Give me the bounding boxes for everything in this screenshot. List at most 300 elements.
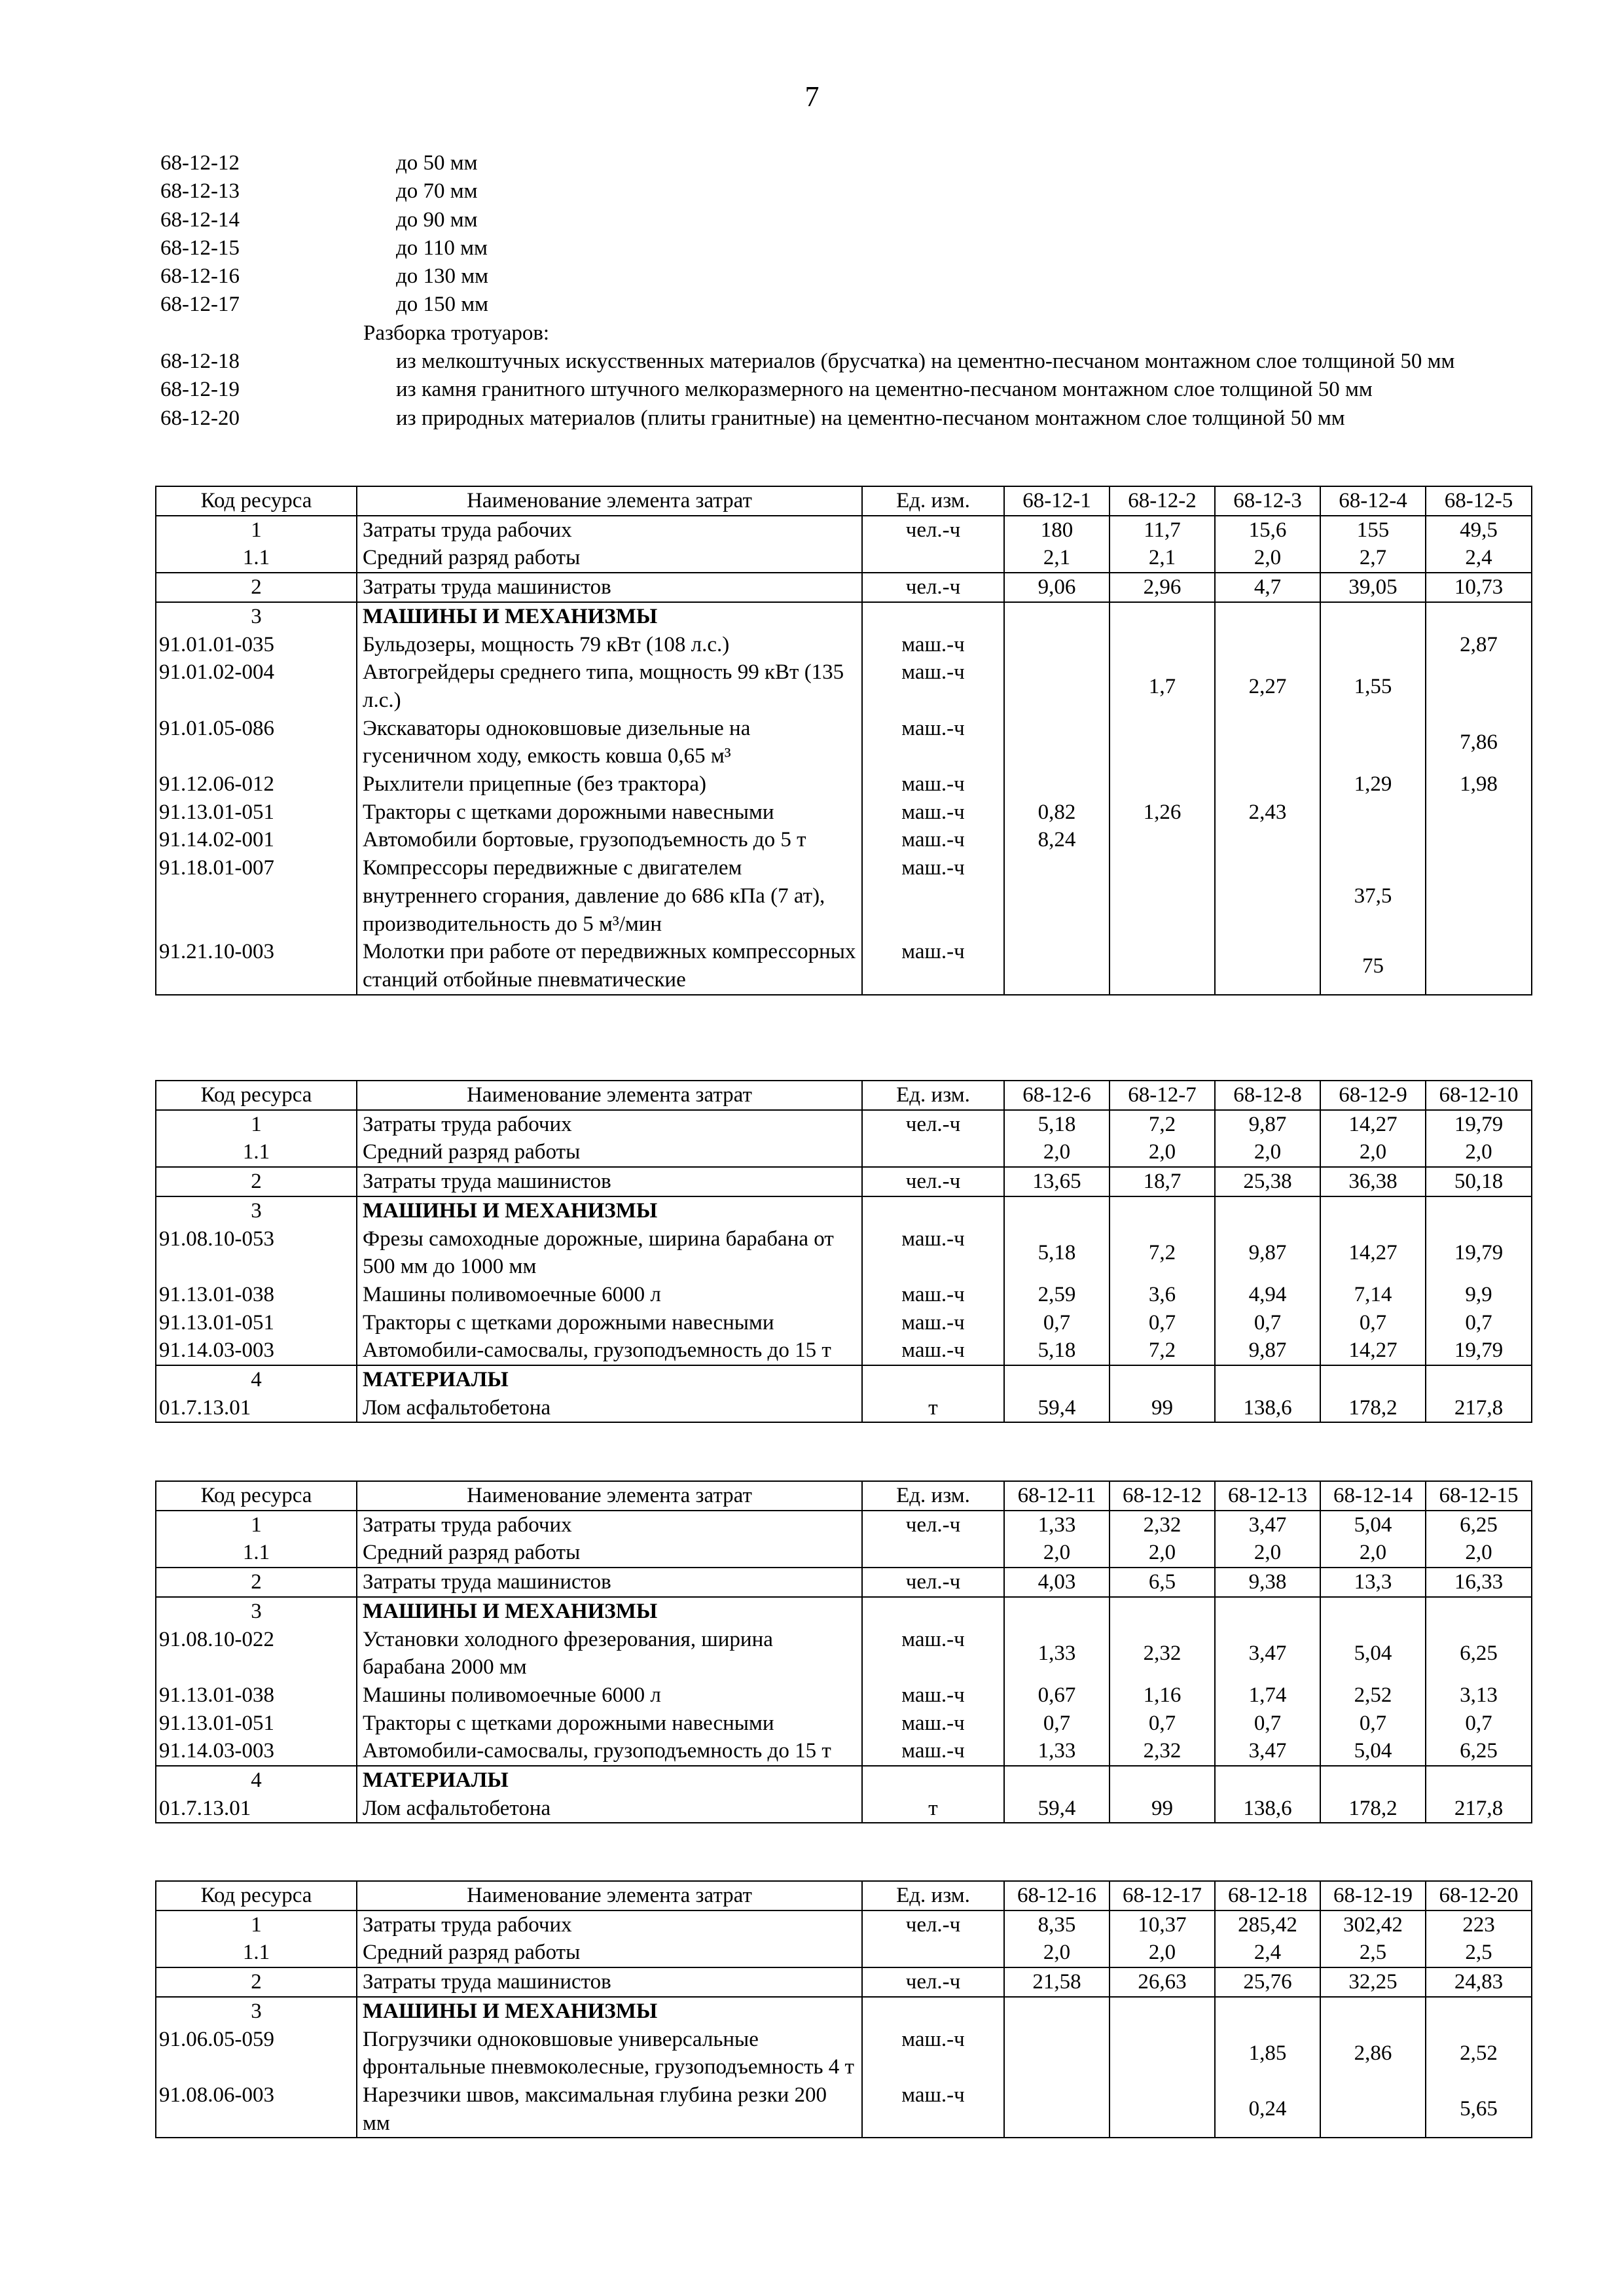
table-row [156, 1997, 1532, 2026]
value-cell [1320, 826, 1426, 854]
unit-cell [862, 1196, 1004, 1225]
cost-element-name: Средний разряд работы [357, 1539, 862, 1568]
resource-code: 91.13.01-038 [156, 1281, 357, 1309]
value-cell: 1,33 [1004, 1626, 1110, 1681]
value-cell: 0,7 [1215, 1309, 1320, 1337]
value-cell: 10,37 [1110, 1910, 1215, 1939]
header-name: Наименование элемента затрат [357, 1881, 862, 1910]
value-cell: 2,0 [1004, 1539, 1110, 1568]
intro-text: до 90 мм [396, 207, 478, 232]
unit-cell [862, 1766, 1004, 1795]
value-cell: 1,98 [1426, 770, 1532, 798]
value-cell: 2,0 [1320, 1539, 1426, 1568]
unit-cell: чел.-ч [862, 1110, 1004, 1139]
value-cell: 2,0 [1215, 1138, 1320, 1167]
value-cell: 21,58 [1004, 1967, 1110, 1997]
resource-code: 3 [156, 1196, 357, 1225]
value-cell [1004, 854, 1110, 938]
value-cell [1320, 2081, 1426, 2138]
unit-cell: чел.-ч [862, 1167, 1004, 1196]
resource-code: 91.01.01-035 [156, 631, 357, 659]
cost-element-name: Автомобили бортовые, грузоподъемность до 5 т [357, 826, 862, 854]
value-cell: 49,5 [1426, 516, 1532, 545]
table-header-row [156, 1081, 1532, 1110]
value-cell: 178,2 [1320, 1795, 1426, 1823]
value-cell: 32,25 [1320, 1967, 1426, 1997]
value-cell [1320, 1597, 1426, 1626]
value-cell: 2,1 [1110, 544, 1215, 573]
header-code: Код ресурса [156, 486, 357, 516]
header-column: 68-12-5 [1426, 486, 1532, 516]
value-cell [1426, 1597, 1532, 1626]
resource-code: 91.12.06-012 [156, 770, 357, 798]
resource-code: 91.08.10-022 [156, 1626, 357, 1681]
value-cell: 2,1 [1004, 544, 1110, 573]
table-row [156, 1138, 1532, 1167]
intro-code: 68-12-13 [160, 179, 240, 204]
resource-code: 1 [156, 516, 357, 545]
header-column: 68-12-17 [1110, 1881, 1215, 1910]
resource-code: 91.13.01-051 [156, 1309, 357, 1337]
value-cell: 7,86 [1426, 715, 1532, 770]
value-cell: 2,4 [1426, 544, 1532, 573]
value-cell: 302,42 [1320, 1910, 1426, 1939]
value-cell: 6,25 [1426, 1511, 1532, 1539]
value-cell: 25,38 [1215, 1167, 1320, 1196]
value-cell: 285,42 [1215, 1910, 1320, 1939]
value-cell: 5,18 [1004, 1225, 1110, 1281]
value-cell: 2,52 [1426, 2026, 1532, 2081]
table-row [156, 1737, 1532, 1766]
table-row [156, 631, 1532, 659]
table-row [156, 798, 1532, 827]
cost-element-name: Рыхлители прицепные (без трактора) [357, 770, 862, 798]
cost-element-name: Средний разряд работы [357, 544, 862, 573]
value-cell [1004, 2026, 1110, 2081]
table-row [156, 1281, 1532, 1309]
cost-element-name: Тракторы с щетками дорожными навесными [357, 798, 862, 827]
header-column: 68-12-1 [1004, 486, 1110, 516]
value-cell: 13,3 [1320, 1568, 1426, 1597]
value-cell: 6,25 [1426, 1737, 1532, 1766]
value-cell [1426, 1365, 1532, 1394]
value-cell [1110, 854, 1215, 938]
value-cell [1004, 715, 1110, 770]
resource-code: 01.7.13.01 [156, 1394, 357, 1423]
table-row [156, 1795, 1532, 1823]
table-row [156, 1394, 1532, 1423]
value-cell: 0,67 [1004, 1681, 1110, 1710]
resource-code: 91.14.03-003 [156, 1336, 357, 1365]
header-unit: Ед. изм. [862, 1081, 1004, 1110]
value-cell: 0,7 [1215, 1710, 1320, 1738]
value-cell: 50,18 [1426, 1167, 1532, 1196]
value-cell: 0,82 [1004, 798, 1110, 827]
cost-element-name: Средний разряд работы [357, 1939, 862, 1967]
value-cell: 5,65 [1426, 2081, 1532, 2138]
intro-line [160, 206, 1555, 234]
value-cell [1110, 631, 1215, 659]
unit-cell: маш.-ч [862, 631, 1004, 659]
intro-line [160, 262, 1555, 291]
cost-element-name: Затраты труда машинистов [357, 1568, 862, 1597]
resource-code: 3 [156, 1597, 357, 1626]
intro-code: 68-12-17 [160, 293, 240, 317]
value-cell: 2,0 [1426, 1539, 1532, 1568]
cost-element-name: МАТЕРИАЛЫ [357, 1365, 862, 1394]
table-row [156, 1681, 1532, 1710]
value-cell: 2,7 [1320, 544, 1426, 573]
resource-code: 91.18.01-007 [156, 854, 357, 938]
resource-code: 91.13.01-051 [156, 798, 357, 827]
cost-element-name: Установки холодного фрезерования, ширина барабана 2000 мм [357, 1626, 862, 1681]
value-cell: 2,5 [1320, 1939, 1426, 1967]
header-unit: Ед. изм. [862, 1481, 1004, 1511]
resource-code: 1.1 [156, 544, 357, 573]
resource-code: 2 [156, 1967, 357, 1997]
value-cell: 25,76 [1215, 1967, 1320, 1997]
resource-code: 2 [156, 1568, 357, 1597]
resource-code: 1.1 [156, 1138, 357, 1167]
value-cell: 6,5 [1110, 1568, 1215, 1597]
unit-cell: маш.-ч [862, 1626, 1004, 1681]
table-row [156, 854, 1532, 938]
resource-code: 1 [156, 1910, 357, 1939]
cost-element-name: Затраты труда рабочих [357, 1511, 862, 1539]
unit-cell: маш.-ч [862, 1737, 1004, 1766]
header-column: 68-12-19 [1320, 1881, 1426, 1910]
resource-code: 1 [156, 1511, 357, 1539]
cost-element-name: МАТЕРИАЛЫ [357, 1766, 862, 1795]
cost-element-name: Погрузчики одноковшовые универсальные фронтальные пневмоколесные, грузоподъемность 4 т [357, 2026, 862, 2081]
value-cell [1215, 1365, 1320, 1394]
table-row [156, 1967, 1532, 1997]
value-cell [1426, 658, 1532, 714]
resource-code: 91.21.10-003 [156, 938, 357, 994]
header-column: 68-12-15 [1426, 1481, 1532, 1511]
value-cell: 5,18 [1004, 1336, 1110, 1365]
value-cell [1004, 658, 1110, 714]
value-cell [1110, 1196, 1215, 1225]
value-cell: 2,32 [1110, 1737, 1215, 1766]
unit-cell: маш.-ч [862, 826, 1004, 854]
table-row [156, 1336, 1532, 1365]
value-cell: 0,7 [1320, 1309, 1426, 1337]
intro-text: до 130 мм [396, 264, 489, 289]
table-row [156, 1597, 1532, 1626]
header-unit: Ед. изм. [862, 486, 1004, 516]
table-row [156, 573, 1532, 602]
value-cell: 2,27 [1215, 658, 1320, 714]
value-cell [1004, 1597, 1110, 1626]
value-cell [1426, 938, 1532, 994]
unit-cell [862, 1997, 1004, 2026]
unit-cell: маш.-ч [862, 1309, 1004, 1337]
cost-element-name: Автогрейдеры среднего типа, мощность 99 кВт (135 л.с.) [357, 658, 862, 714]
unit-cell: маш.-ч [862, 658, 1004, 714]
intro-line [160, 234, 1555, 262]
header-name: Наименование элемента затрат [357, 1081, 862, 1110]
intro-code: 68-12-18 [160, 350, 240, 374]
value-cell [1426, 602, 1532, 631]
table-header-row [156, 1881, 1532, 1910]
unit-cell: чел.-ч [862, 516, 1004, 545]
value-cell: 1,16 [1110, 1681, 1215, 1710]
cost-element-name: Фрезы самоходные дорожные, ширина барабана от 500 мм до 1000 мм [357, 1225, 862, 1281]
value-cell: 15,6 [1215, 516, 1320, 545]
intro-code: 68-12-14 [160, 207, 240, 232]
value-cell [1215, 602, 1320, 631]
cost-element-name: Затраты труда машинистов [357, 1967, 862, 1997]
unit-cell: маш.-ч [862, 798, 1004, 827]
value-cell: 13,65 [1004, 1167, 1110, 1196]
value-cell: 8,24 [1004, 826, 1110, 854]
value-cell: 10,73 [1426, 573, 1532, 602]
value-cell: 2,0 [1004, 1138, 1110, 1167]
header-unit: Ед. изм. [862, 1881, 1004, 1910]
value-cell: 59,4 [1004, 1394, 1110, 1423]
table-row [156, 516, 1532, 545]
value-cell: 2,0 [1426, 1138, 1532, 1167]
header-column: 68-12-3 [1215, 486, 1320, 516]
value-cell [1110, 938, 1215, 994]
value-cell [1215, 1766, 1320, 1795]
value-cell: 9,06 [1004, 573, 1110, 602]
unit-cell: маш.-ч [862, 1710, 1004, 1738]
unit-cell [862, 544, 1004, 573]
resource-code: 1 [156, 1110, 357, 1139]
value-cell: 2,0 [1110, 1939, 1215, 1967]
value-cell: 7,2 [1110, 1110, 1215, 1139]
unit-cell [862, 1939, 1004, 1967]
value-cell: 14,27 [1320, 1110, 1426, 1139]
table-row [156, 1225, 1532, 1281]
value-cell: 1,74 [1215, 1681, 1320, 1710]
cost-element-name: Экскаваторы одноковшовые дизельные на гусеничном ходу, емкость ковша 0,65 м³ [357, 715, 862, 770]
value-cell [1215, 1597, 1320, 1626]
value-cell: 155 [1320, 516, 1426, 545]
table-row [156, 770, 1532, 798]
value-cell: 2,0 [1110, 1138, 1215, 1167]
unit-cell: маш.-ч [862, 1281, 1004, 1309]
value-cell: 0,7 [1320, 1710, 1426, 1738]
value-cell [1215, 826, 1320, 854]
value-cell: 2,32 [1110, 1511, 1215, 1539]
value-cell: 4,03 [1004, 1568, 1110, 1597]
resource-code: 91.14.02-001 [156, 826, 357, 854]
value-cell: 5,18 [1004, 1110, 1110, 1139]
header-code: Код ресурса [156, 1881, 357, 1910]
intro-text: из мелкоштучных искусственных материалов (брусчатка) на цементно-песчаном монтажном слое толщиной 50 мм [396, 350, 1455, 374]
unit-cell: т [862, 1795, 1004, 1823]
value-cell: 138,6 [1215, 1394, 1320, 1423]
intro-text: до 50 мм [396, 151, 478, 175]
cost-element-name: Нарезчики швов, максимальная глубина резки 200 мм [357, 2081, 862, 2138]
unit-cell: маш.-ч [862, 1225, 1004, 1281]
header-code: Код ресурса [156, 1481, 357, 1511]
value-cell: 59,4 [1004, 1795, 1110, 1823]
value-cell: 0,7 [1110, 1710, 1215, 1738]
header-column: 68-12-16 [1004, 1881, 1110, 1910]
header-column: 68-12-2 [1110, 486, 1215, 516]
header-column: 68-12-6 [1004, 1081, 1110, 1110]
header-name: Наименование элемента затрат [357, 1481, 862, 1511]
cost-element-name: МАШИНЫ И МЕХАНИЗМЫ [357, 1597, 862, 1626]
value-cell [1110, 602, 1215, 631]
value-cell [1426, 1997, 1532, 2026]
value-cell: 3,13 [1426, 1681, 1532, 1710]
intro-code: 68-12-12 [160, 151, 240, 175]
cost-element-name: Лом асфальтобетона [357, 1795, 862, 1823]
value-cell [1320, 1766, 1426, 1795]
table-row [156, 658, 1532, 714]
resource-code: 4 [156, 1365, 357, 1394]
intro-line [160, 376, 1555, 404]
table-row [156, 1766, 1532, 1795]
value-cell: 2,59 [1004, 1281, 1110, 1309]
value-cell: 37,5 [1320, 854, 1426, 938]
table-row [156, 1910, 1532, 1939]
unit-cell: чел.-ч [862, 1967, 1004, 1997]
unit-cell [862, 1539, 1004, 1568]
value-cell [1320, 1997, 1426, 2026]
intro-text: до 110 мм [396, 236, 488, 260]
resource-code: 91.08.10-053 [156, 1225, 357, 1281]
value-cell: 2,96 [1110, 573, 1215, 602]
value-cell: 24,83 [1426, 1967, 1532, 1997]
value-cell [1426, 826, 1532, 854]
intro-line [160, 177, 1555, 206]
value-cell: 39,05 [1320, 573, 1426, 602]
intro-line [160, 319, 1555, 348]
table-row [156, 1539, 1532, 1568]
table-header-row [156, 486, 1532, 516]
value-cell [1004, 1766, 1110, 1795]
value-cell: 14,27 [1320, 1225, 1426, 1281]
unit-cell: чел.-ч [862, 1568, 1004, 1597]
resource-code: 01.7.13.01 [156, 1795, 357, 1823]
resource-code: 91.01.05-086 [156, 715, 357, 770]
resource-table-4 [155, 1880, 1532, 2138]
resource-table-1 [155, 486, 1532, 996]
resource-code: 4 [156, 1766, 357, 1795]
value-cell [1320, 1365, 1426, 1394]
intro-line [160, 404, 1555, 433]
value-cell: 99 [1110, 1795, 1215, 1823]
table-row [156, 1511, 1532, 1539]
resource-code: 1.1 [156, 1939, 357, 1967]
unit-cell: маш.-ч [862, 1336, 1004, 1365]
unit-cell: т [862, 1394, 1004, 1423]
table-row [156, 602, 1532, 631]
header-column: 68-12-12 [1110, 1481, 1215, 1511]
page-number: 7 [804, 81, 820, 113]
value-cell [1215, 1997, 1320, 2026]
intro-text: до 70 мм [396, 179, 478, 204]
value-cell [1110, 1597, 1215, 1626]
value-cell: 99 [1110, 1394, 1215, 1423]
cost-element-name: Средний разряд работы [357, 1138, 862, 1167]
table-row [156, 1167, 1532, 1196]
cost-element-name: Затраты труда рабочих [357, 1110, 862, 1139]
intro-text: до 150 мм [396, 293, 489, 317]
value-cell: 3,47 [1215, 1737, 1320, 1766]
value-cell: 1,7 [1110, 658, 1215, 714]
value-cell: 1,26 [1110, 798, 1215, 827]
value-cell: 7,2 [1110, 1336, 1215, 1365]
value-cell [1004, 1365, 1110, 1394]
intro-code: 68-12-15 [160, 236, 240, 260]
value-cell: 26,63 [1110, 1967, 1215, 1997]
cost-element-name: Лом асфальтобетона [357, 1394, 862, 1423]
value-cell: 2,32 [1110, 1626, 1215, 1681]
resource-code: 2 [156, 573, 357, 602]
value-cell [1004, 602, 1110, 631]
value-cell: 1,33 [1004, 1511, 1110, 1539]
value-cell: 1,55 [1320, 658, 1426, 714]
value-cell: 3,47 [1215, 1626, 1320, 1681]
value-cell: 180 [1004, 516, 1110, 545]
cost-element-name: Машины поливомоечные 6000 л [357, 1281, 862, 1309]
value-cell: 9,38 [1215, 1568, 1320, 1597]
value-cell: 0,7 [1004, 1710, 1110, 1738]
value-cell: 217,8 [1426, 1795, 1532, 1823]
cost-element-name: Затраты труда рабочих [357, 516, 862, 545]
value-cell [1004, 1196, 1110, 1225]
value-cell: 0,7 [1426, 1710, 1532, 1738]
intro-line [160, 149, 1555, 177]
value-cell: 178,2 [1320, 1394, 1426, 1423]
value-cell: 7,2 [1110, 1225, 1215, 1281]
unit-cell [862, 1138, 1004, 1167]
value-cell: 2,43 [1215, 798, 1320, 827]
value-cell: 2,86 [1320, 2026, 1426, 2081]
value-cell: 36,38 [1320, 1167, 1426, 1196]
header-column: 68-12-20 [1426, 1881, 1532, 1910]
value-cell: 5,04 [1320, 1511, 1426, 1539]
value-cell: 19,79 [1426, 1225, 1532, 1281]
resource-table-2 [155, 1080, 1532, 1423]
intro-text: Разборка тротуаров: [363, 321, 550, 345]
value-cell [1426, 1196, 1532, 1225]
value-cell [1110, 715, 1215, 770]
header-column: 68-12-18 [1215, 1881, 1320, 1910]
value-cell: 75 [1320, 938, 1426, 994]
resource-code: 2 [156, 1167, 357, 1196]
header-column: 68-12-14 [1320, 1481, 1426, 1511]
value-cell [1215, 938, 1320, 994]
unit-cell: маш.-ч [862, 715, 1004, 770]
value-cell: 0,7 [1426, 1309, 1532, 1337]
resource-code: 1.1 [156, 1539, 357, 1568]
table-row [156, 1196, 1532, 1225]
header-column: 68-12-11 [1004, 1481, 1110, 1511]
value-cell: 9,9 [1426, 1281, 1532, 1309]
value-cell: 4,7 [1215, 573, 1320, 602]
resource-table-3 [155, 1480, 1532, 1823]
value-cell [1215, 715, 1320, 770]
header-column: 68-12-13 [1215, 1481, 1320, 1511]
table-row [156, 1939, 1532, 1967]
resource-code: 91.14.03-003 [156, 1737, 357, 1766]
value-cell [1215, 770, 1320, 798]
value-cell [1110, 2081, 1215, 2138]
cost-element-name: МАШИНЫ И МЕХАНИЗМЫ [357, 602, 862, 631]
value-cell: 1,33 [1004, 1737, 1110, 1766]
intro-line [160, 348, 1555, 376]
table-row [156, 938, 1532, 994]
unit-cell: маш.-ч [862, 770, 1004, 798]
